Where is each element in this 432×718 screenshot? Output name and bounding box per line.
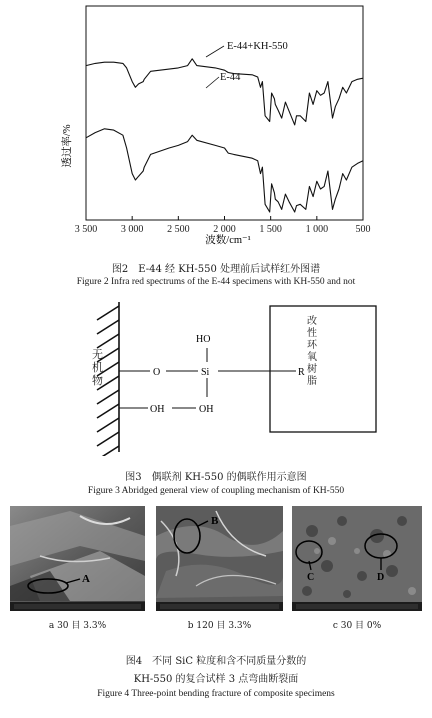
sem-image-a bbox=[10, 506, 145, 611]
figure3 bbox=[0, 296, 432, 496]
series-label-e44: E-44 bbox=[220, 72, 241, 83]
wall-label: 无机物 bbox=[92, 348, 103, 387]
y-axis-label: 透过率/% bbox=[62, 124, 73, 168]
figure2-caption-cn: 图2 E-44 经 KH-550 处理前后试样红外图谱 bbox=[111, 264, 321, 275]
sem-image-b bbox=[156, 506, 283, 611]
x-tick-label: 2 000 bbox=[213, 224, 236, 235]
leader-e44-kh550 bbox=[206, 46, 224, 57]
hatch-line bbox=[97, 334, 119, 348]
coupling-diagram bbox=[0, 296, 432, 456]
series-line-e44 bbox=[86, 129, 363, 212]
panel-label-b: b 120 目 3.3% bbox=[187, 621, 252, 631]
label-ho: HO bbox=[196, 334, 211, 345]
marker-a: A bbox=[82, 573, 90, 585]
panel-label-c: c 30 目 0% bbox=[332, 621, 382, 631]
marker-b: B bbox=[211, 515, 219, 527]
hatch-line bbox=[97, 418, 119, 432]
figure3-caption-en: Figure 3 Abridged general view of coupling mechanism of KH-550 bbox=[87, 486, 345, 496]
x-axis-label: 波数/cm⁻¹ bbox=[205, 235, 251, 246]
label-oh-right: OH bbox=[199, 404, 214, 415]
hatch-line bbox=[97, 432, 119, 446]
label-si: Si bbox=[201, 367, 210, 378]
hatch-line bbox=[97, 306, 119, 320]
x-tick-label: 3 000 bbox=[120, 224, 144, 235]
resin-box bbox=[270, 306, 376, 432]
figure3-caption-cn: 图3 偶联剂 KH-550 的偶联作用示意图 bbox=[125, 472, 307, 483]
marker-d: D bbox=[377, 572, 385, 583]
label-r: R bbox=[298, 367, 305, 378]
label-oh-left: OH bbox=[150, 404, 165, 415]
hatch-line bbox=[97, 390, 119, 404]
x-tick-label: 1 000 bbox=[305, 224, 329, 235]
figure2 bbox=[0, 0, 432, 290]
sem-image-c bbox=[292, 506, 422, 611]
figure2-caption-en: Figure 2 Infra red spectrums of the E-44 specimens with KH-550 and not bbox=[76, 277, 356, 287]
label-o: O bbox=[153, 367, 161, 378]
resin-label: 改性环氧树脂 bbox=[307, 316, 317, 387]
ir-spectrum-chart bbox=[0, 0, 432, 258]
x-tick-label: 500 bbox=[355, 224, 371, 235]
x-tick-label: 1 500 bbox=[259, 224, 282, 235]
figure4-caption-cn-1: 图4 不同 SiC 粒度和含不同质量分数的 bbox=[125, 656, 307, 667]
hatch-line bbox=[97, 320, 119, 334]
leader-e44 bbox=[206, 77, 219, 88]
panel-label-a: a 30 目 3.3% bbox=[48, 621, 107, 631]
figure4-caption-en: Figure 4 Three-point bending fracture of composite specimens bbox=[97, 689, 335, 699]
hatch-line bbox=[97, 404, 119, 418]
figure4-caption-cn-2: KH-550 的复合试样 3 点弯曲断裂面 bbox=[133, 674, 299, 685]
x-tick-label: 2 500 bbox=[167, 224, 190, 235]
series-line-e44-kh550 bbox=[86, 59, 363, 125]
x-tick-label: 3 500 bbox=[74, 224, 98, 235]
marker-c: C bbox=[307, 572, 315, 583]
series-label-e44-kh550: E-44+KH-550 bbox=[227, 41, 288, 52]
figure4 bbox=[0, 506, 432, 718]
hatch-line bbox=[97, 446, 119, 456]
